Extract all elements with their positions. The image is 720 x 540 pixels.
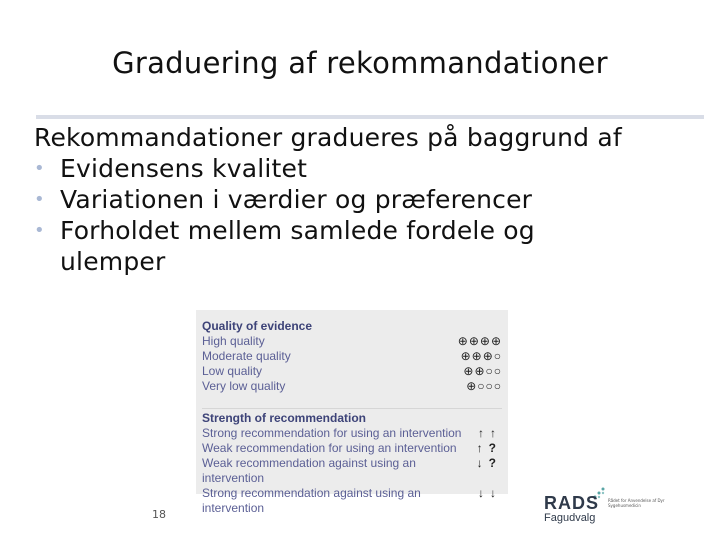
logo-sub: Fagudvalg <box>544 512 596 524</box>
bullet-list <box>34 153 704 277</box>
slide-title: Graduering af rekommandationer <box>112 46 608 80</box>
quality-row <box>202 349 502 364</box>
strength-row <box>202 456 502 486</box>
strength-label: Weak recommendation for using an intervention <box>202 441 457 455</box>
rads-logo <box>544 486 674 530</box>
bullet-text: Evidensens kvalitet <box>60 154 308 183</box>
strength-arrows: ↑? <box>476 441 502 455</box>
bullet-text: Variationen i værdier og præferencer <box>60 185 533 214</box>
quality-label: Very low quality <box>202 379 286 393</box>
evidence-grading-image <box>196 310 508 515</box>
quality-section <box>202 319 502 394</box>
strength-section <box>202 411 502 516</box>
bullet-text: Forholdet mellem samlede fordele og ulemper <box>60 216 535 276</box>
bullet-item <box>34 215 620 277</box>
strength-row <box>202 441 502 456</box>
strength-label: Strong recommendation for using an intervention <box>202 426 462 440</box>
quality-symbols: ⊕⊕⊕○ <box>460 349 502 363</box>
strength-label: Weak recommendation against using an intervention <box>202 456 416 485</box>
title-divider <box>36 115 704 119</box>
logo-name: RADS <box>544 493 600 513</box>
slide-body <box>34 122 704 277</box>
table-divider <box>202 408 502 409</box>
quality-row <box>202 334 502 349</box>
bullet-item <box>34 153 704 184</box>
bullet-dot-icon: • <box>34 220 45 241</box>
quality-row <box>202 379 502 394</box>
quality-label: Moderate quality <box>202 349 291 363</box>
strength-label: Strong recommendation against using an intervention <box>202 486 421 515</box>
quality-symbols: ⊕⊕⊕⊕ <box>457 334 502 348</box>
logo-tagline: Rådet for Anvendelse af Dyr Sygehusmedicin <box>608 498 665 508</box>
strength-heading: Strength of recommendation <box>202 411 367 425</box>
bullet-dot-icon: • <box>34 189 45 210</box>
page-number: 18 <box>152 508 166 521</box>
bullet-item <box>34 184 704 215</box>
strength-row <box>202 426 502 441</box>
strength-arrows: ↓? <box>476 456 502 470</box>
quality-symbols: ⊕⊕○○ <box>463 364 502 378</box>
strength-row <box>202 486 502 516</box>
quality-row <box>202 364 502 379</box>
bullet-dot-icon: • <box>34 158 45 179</box>
strength-arrows: ↑↑ <box>478 426 502 440</box>
quality-label: Low quality <box>202 364 263 378</box>
quality-symbols: ⊕○○○ <box>466 379 502 393</box>
quality-label: High quality <box>202 334 265 348</box>
intro-text: Rekommandationer gradueres på baggrund af <box>34 123 622 152</box>
strength-arrows: ↓↓ <box>478 486 502 500</box>
quality-heading: Quality of evidence <box>202 319 313 333</box>
